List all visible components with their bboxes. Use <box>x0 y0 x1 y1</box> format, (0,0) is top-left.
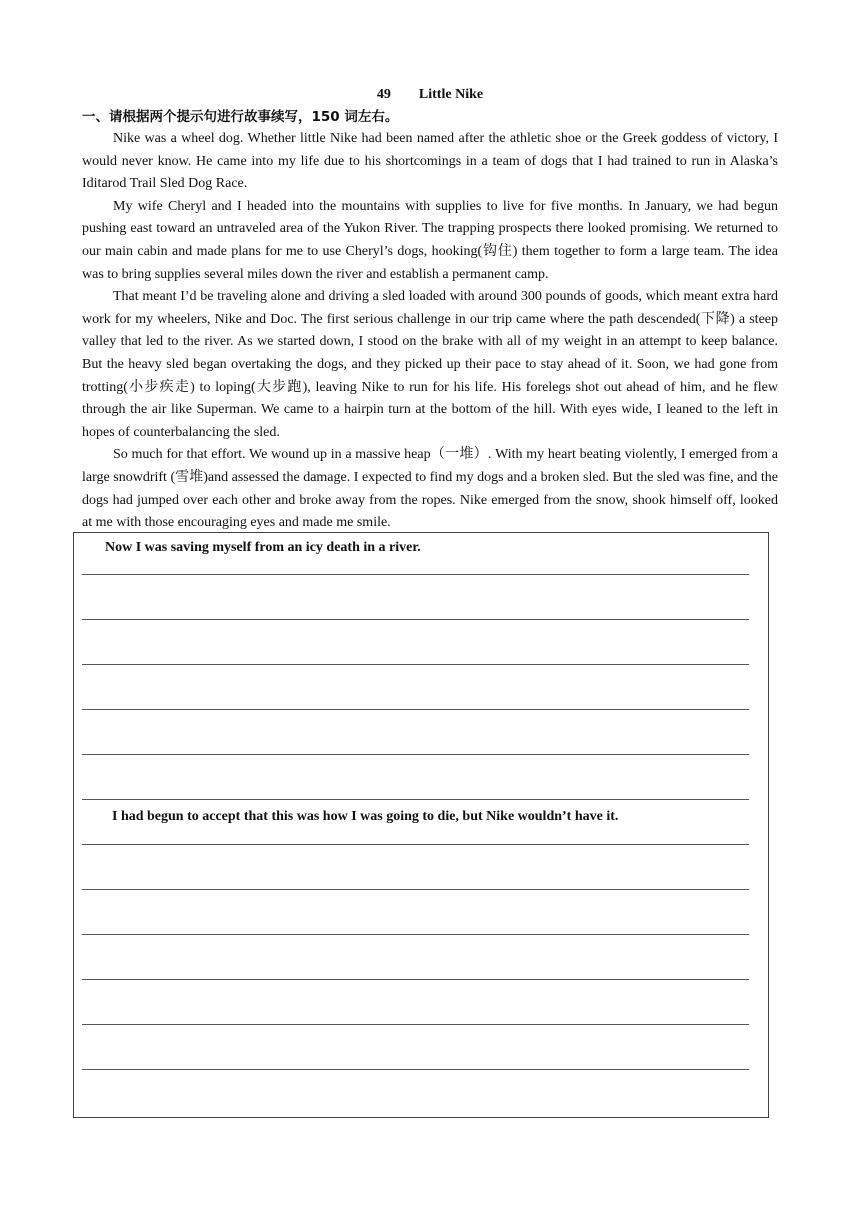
page-title <box>0 86 860 104</box>
passage-paragraph-2: My wife Cheryl and I headed into the mountains with supplies to live for five months. In January, we had begun pushing east toward an untraveled area of the Yukon River. The trapping prospects there looked promising. We returned to our main cabin and made plans for me to use Cheryl’s dogs, hooking(钩住) them together to form a large team. The idea was to bring supplies several miles down the river and establish a permanent camp. <box>82 198 778 282</box>
writing-line[interactable] <box>82 709 749 710</box>
title-text: Little Nike <box>418 87 484 102</box>
writing-line[interactable] <box>82 889 749 890</box>
writing-line[interactable] <box>82 979 749 980</box>
writing-line[interactable] <box>82 619 749 620</box>
story-passage <box>82 128 778 535</box>
writing-line[interactable] <box>82 934 749 935</box>
writing-line[interactable] <box>82 844 749 845</box>
task-instruction: 一、请根据两个提示句进行故事续写，150 词左右。 <box>82 109 399 125</box>
title-number: 49 <box>376 87 391 102</box>
continuation-prompt-1: Now I was saving myself from an icy death in a river. <box>105 540 421 555</box>
passage-paragraph-3: That meant I’d be traveling alone and driving a sled loaded with around 300 pounds of goods, which meant extra hard work for my wheelers, Nike and Doc. The first serious challenge in our trip came where the path descended(下降) a steep valley that led to the river. As we started down, I stood on the brake with all of my weight in an attempt to keep balance. But the heavy sled began overtaking the dogs, and they picked up their pace to stay ahead of it. Soon, we had gone from trotting(小步疾走) to loping(大步跑), leaving Nike to run for his life. His forelegs shot out ahead of him, and he flew through the air like Superman. We came to a hairpin turn at the bottom of the hill. With eyes wide, I leaned to the left in hopes of counterbalancing the sled. <box>82 289 778 440</box>
writing-box <box>73 532 769 1118</box>
passage-paragraph-1: Nike was a wheel dog. Whether little Nike had been named after the athletic shoe or the Greek goddess of victory, I would never know. He came into my life due to his shortcomings in a team of dogs that I had trained to run in Alaska’s Iditarod Trail Sled Dog Race. <box>82 131 778 192</box>
writing-line[interactable] <box>82 1069 749 1070</box>
writing-line[interactable] <box>82 754 749 755</box>
writing-line[interactable] <box>82 664 749 665</box>
continuation-prompt-2: I had begun to accept that this was how I was going to die, but Nike wouldn’t have it. <box>112 809 619 824</box>
writing-line[interactable] <box>82 799 749 800</box>
writing-line[interactable] <box>82 1024 749 1025</box>
writing-line[interactable] <box>82 574 749 575</box>
passage-paragraph-4: So much for that effort. We wound up in a massive heap（一堆）. With my heart beating violently, I emerged from a large snowdrift (雪堆)and assessed the damage. I expected to find my dogs and a broken sled. But the sled was fine, and the dogs had jumped over each other and broke away from the ropes. Nike emerged from the snow, shook himself off, looked at me with those encouraging eyes and made me smile. <box>82 447 778 531</box>
